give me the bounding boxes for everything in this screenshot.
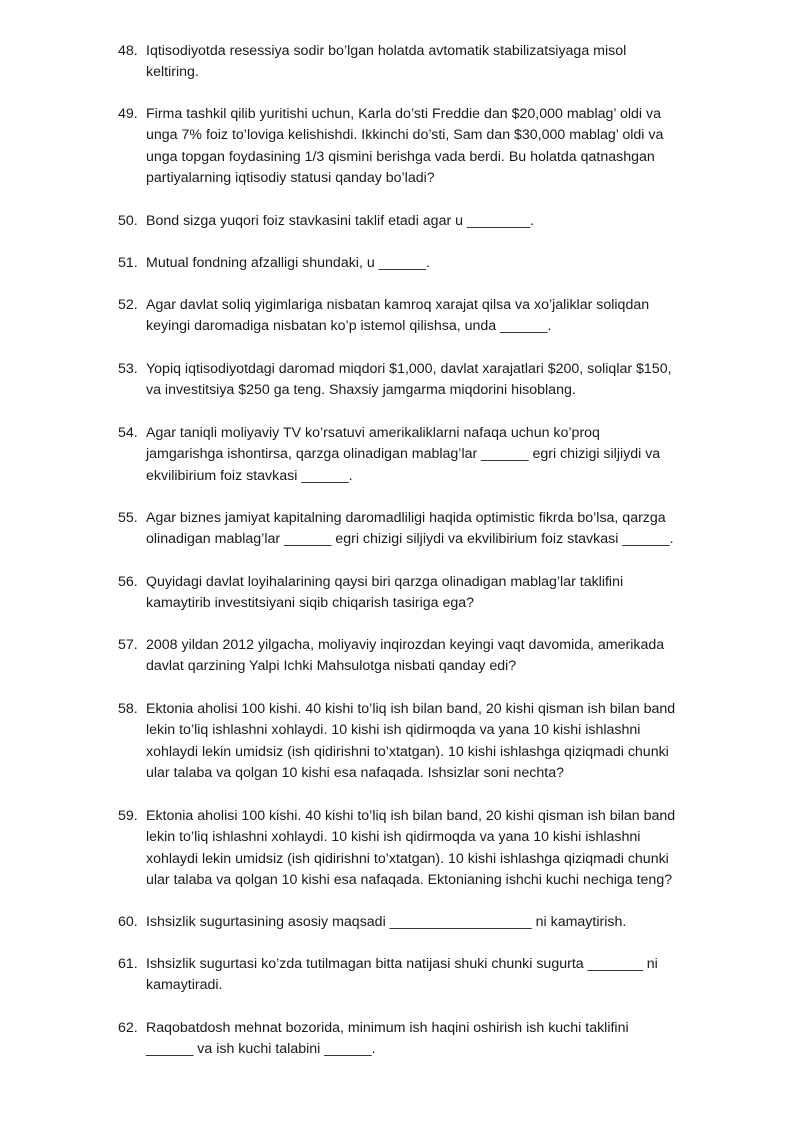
question-number: 50. (118, 213, 138, 229)
question-text: Mutual fondning afzalligi shundaki, u ______. (146, 255, 430, 271)
question-50 (118, 211, 708, 232)
question-62 (118, 1018, 708, 1061)
question-48 (118, 41, 708, 84)
question-56 (118, 572, 708, 615)
question-51 (118, 253, 708, 274)
question-58 (118, 699, 708, 784)
question-number: 49. (118, 106, 138, 122)
question-text: Firma tashkil qilib yuritishi uchun, Karla do’sti Freddie dan $20,000 mablag’ oldi va unga 7% foiz to’loviga kelishishdi. Ikkinchi do’sti, Sam dan $30,000 mablag’ oldi va unga topgan foydasining 1/3 qismini berishga vada berdi. Bu holatda qatnashgan partiyalarning iqtisodiy statusi qanday bo’ladi? (146, 106, 664, 186)
question-text: Quyidagi davlat loyihalarining qaysi biri qarzga olinadigan mablag’lar taklifini kamaytirib investitsiyani siqib chiqarish tasiriga ega? (146, 574, 624, 612)
question-57 (118, 635, 708, 678)
question-text: Agar davlat soliq yigimlariga nisbatan kamroq xarajat qilsa va xo’jaliklar soliqdan keyingi daromadiga nisbatan ko’p istemol qilishsa, unda ______. (146, 297, 650, 335)
question-number: 53. (118, 361, 138, 377)
question-number: 60. (118, 914, 138, 930)
question-number: 58. (118, 701, 138, 717)
question-text: Bond sizga yuqori foiz stavkasini taklif etadi agar u ________. (146, 213, 535, 229)
question-text: Yopiq iqtisodiyotdagi daromad miqdori $1,000, davlat xarajatlari $200, soliqlar $150, va investitsiya $250 ga teng. Shaxsiy jamgarma miqdorini hisoblang. (146, 361, 672, 399)
question-text: Agar taniqli moliyaviy TV ko’rsatuvi amerikaliklarni nafaqa uchun ko’proq jamgarishga ishontirsa, qarzga olinadigan mablag’lar ______ egri chizigi siljiydi va ekvilibirium foiz stavkasi ______. (146, 425, 661, 484)
question-text: Ektonia aholisi 100 kishi. 40 kishi to’liq ish bilan band, 20 kishi qisman ish bilan band lekin to’liq ishlashni xohlaydi. 10 kishi ish qidirmoqda va yana 10 kishi ishlashni xohlaydi lekin umidsiz (ish qidirishni to’xtatgan). 10 kishi ishlashga qiziqmadi chunki ular talaba va qolgan 10 kishi esa nafaqada. Ektonianing ishchi kuchi nechiga teng? (146, 808, 676, 888)
question-text: 2008 yildan 2012 yilgacha, moliyaviy inqirozdan keyingi vaqt davomida, amerikada davlat qarzining Yalpi Ichki Mahsulotga nisbati qanday edi? (146, 637, 665, 675)
question-54 (118, 423, 708, 487)
question-number: 56. (118, 574, 138, 590)
question-text: Agar biznes jamiyat kapitalning daromadliligi haqida optimistic fikrda bo’lsa, qarzga olinadigan mablag’lar ______ egri chizigi siljiydi va ekvilibirium foiz stavkasi ______. (146, 510, 674, 548)
question-text: Ektonia aholisi 100 kishi. 40 kishi to’liq ish bilan band, 20 kishi qisman ish bilan band lekin to’liq ishlashni xohlaydi. 10 kishi ish qidirmoqda va yana 10 kishi ishlashni xohlaydi lekin umidsiz (ish qidirishni to’xtatgan). 10 kishi ishlashga qiziqmadi chunki ular talaba va qolgan 10 kishi esa nafaqada. Ishsizlar soni nechta? (146, 701, 676, 781)
question-number: 54. (118, 425, 138, 441)
question-number: 61. (118, 956, 138, 972)
question-number: 62. (118, 1020, 138, 1036)
question-60 (118, 912, 708, 933)
question-text: Ishsizlik sugurtasi ko’zda tutilmagan bitta natijasi shuki chunki sugurta _______ ni kamaytiradi. (146, 956, 658, 994)
question-number: 55. (118, 510, 138, 526)
question-text: Iqtisodiyotda resessiya sodir bo’lgan holatda avtomatik stabilizatsiyaga misol keltiring. (146, 43, 627, 81)
question-59 (118, 806, 708, 891)
question-number: 52. (118, 297, 138, 313)
question-number: 57. (118, 637, 138, 653)
question-55 (118, 508, 708, 551)
question-text: Ishsizlik sugurtasining asosiy maqsadi __________________ ni kamaytirish. (146, 914, 627, 930)
question-52 (118, 295, 708, 338)
question-49 (118, 104, 708, 189)
question-number: 48. (118, 43, 138, 59)
question-text: Raqobatdosh mehnat bozorida, minimum ish haqini oshirish ish kuchi taklifini ______ va ish kuchi talabini ______. (146, 1020, 629, 1058)
question-number: 51. (118, 255, 138, 271)
question-number: 59. (118, 808, 138, 824)
question-61 (118, 954, 708, 997)
question-53 (118, 359, 708, 402)
